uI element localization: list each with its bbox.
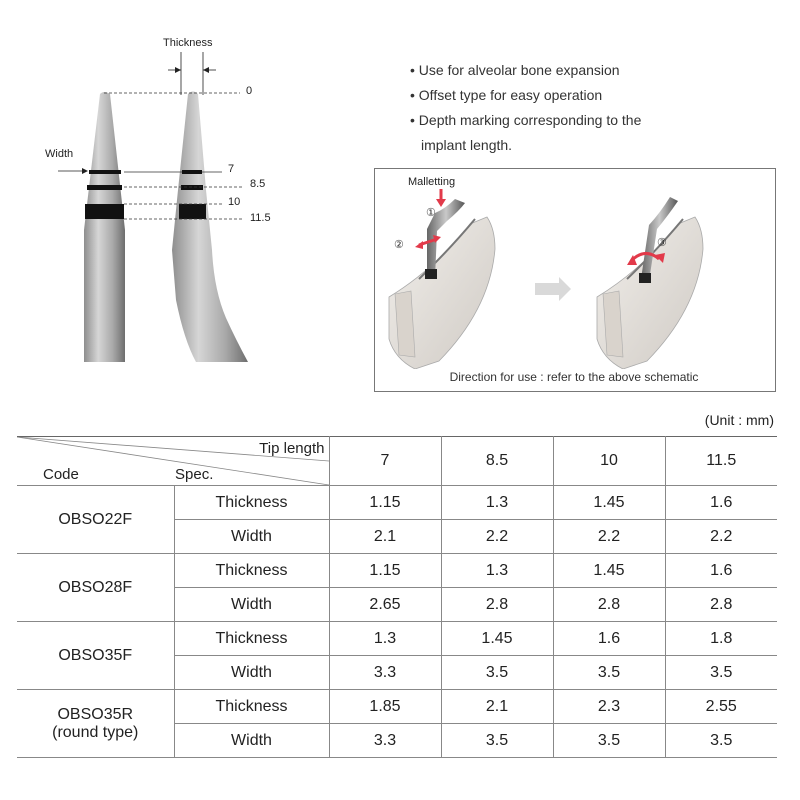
feature-item-continuation: implant length. [421,137,513,153]
depth-band-10-11-5 [85,204,124,219]
feature-list [410,58,710,158]
tip-length-11-5: 11.5 [665,437,777,486]
product-code-note: (round type) [52,723,139,741]
usage-schematic [375,169,773,369]
spec-label-width: Width [174,724,329,758]
value-cell: 2.1 [329,520,441,554]
product-code: OBSO35F [58,646,133,664]
table-row [17,622,777,656]
value-cell: 2.55 [665,690,777,724]
code-header: Code [43,466,79,483]
value-cell: 3.3 [329,724,441,758]
tool-front-view [84,92,125,362]
table-row [17,554,777,588]
depth-mark-11-5: 11.5 [250,212,271,224]
table-corner-cell [17,437,329,486]
value-cell: 1.6 [665,486,777,520]
feature-item: • Depth marking corresponding to the [410,108,710,133]
unit-label: (Unit : mm) [704,412,774,428]
value-cell: 1.3 [441,554,553,588]
tip-length-8-5: 8.5 [441,437,553,486]
value-cell: 3.5 [441,656,553,690]
specification-table [17,436,777,758]
spec-label-thickness: Thickness [174,486,329,520]
value-cell: 3.3 [329,656,441,690]
schematic-caption: Direction for use : refer to the above schematic [449,370,699,384]
value-cell: 3.5 [553,724,665,758]
value-cell: 1.6 [553,622,665,656]
depth-band-7 [89,170,121,174]
value-cell: 3.5 [441,724,553,758]
value-cell: 1.45 [553,554,665,588]
value-cell: 2.8 [441,588,553,622]
spec-label-width: Width [174,588,329,622]
product-code-cell [17,554,174,622]
value-cell: 2.2 [665,520,777,554]
table-header-row [17,437,777,486]
feature-item: • Offset type for easy operation [410,83,710,108]
value-cell: 2.8 [553,588,665,622]
step-1-marker: ① [426,207,436,219]
value-cell: 3.5 [665,656,777,690]
product-code: OBSO35R [57,705,134,723]
width-dimension-label: Width [45,148,74,160]
malletting-label: Malletting [408,176,456,188]
tip-length-10: 10 [553,437,665,486]
value-cell: 1.15 [329,554,441,588]
value-cell: 1.3 [329,622,441,656]
tip-length-header: Tip length [259,440,325,457]
step-3-marker: ③ [657,237,667,249]
product-code: OBSO28F [58,578,133,596]
tip-length-7: 7 [329,437,441,486]
depth-mark-10: 10 [228,196,241,208]
spec-header: Spec. [175,466,214,483]
spec-label-thickness: Thickness [174,554,329,588]
value-cell: 2.8 [665,588,777,622]
spec-label-thickness: Thickness [174,690,329,724]
value-cell: 1.3 [441,486,553,520]
table-row [17,486,777,520]
instrument-diagram [0,0,370,400]
value-cell: 1.6 [665,554,777,588]
depth-mark-8-5: 8.5 [250,178,266,190]
value-cell: 2.2 [553,520,665,554]
value-cell: 1.45 [441,622,553,656]
value-cell: 2.1 [441,690,553,724]
value-cell: 1.8 [665,622,777,656]
value-cell: 1.85 [329,690,441,724]
value-cell: 1.15 [329,486,441,520]
depth-band-8-5 [87,185,122,190]
value-cell: 2.65 [329,588,441,622]
thickness-dimension-label: Thickness [163,37,213,49]
depth-mark-0: 0 [246,85,253,97]
spec-label-width: Width [174,656,329,690]
spec-label-width: Width [174,520,329,554]
product-code-cell [17,690,174,758]
value-cell: 3.5 [665,724,777,758]
spec-label-thickness: Thickness [174,622,329,656]
table-row [17,690,777,724]
product-code-cell [17,486,174,554]
step-2-marker: ② [394,239,404,251]
value-cell: 3.5 [553,656,665,690]
product-code: OBSO22F [58,510,133,528]
tool-side-view [172,92,248,363]
value-cell: 2.3 [553,690,665,724]
depth-mark-7: 7 [228,163,235,175]
feature-item: • Use for alveolar bone expansion [410,58,710,83]
value-cell: 1.45 [553,486,665,520]
product-code-cell [17,622,174,690]
value-cell: 2.2 [441,520,553,554]
